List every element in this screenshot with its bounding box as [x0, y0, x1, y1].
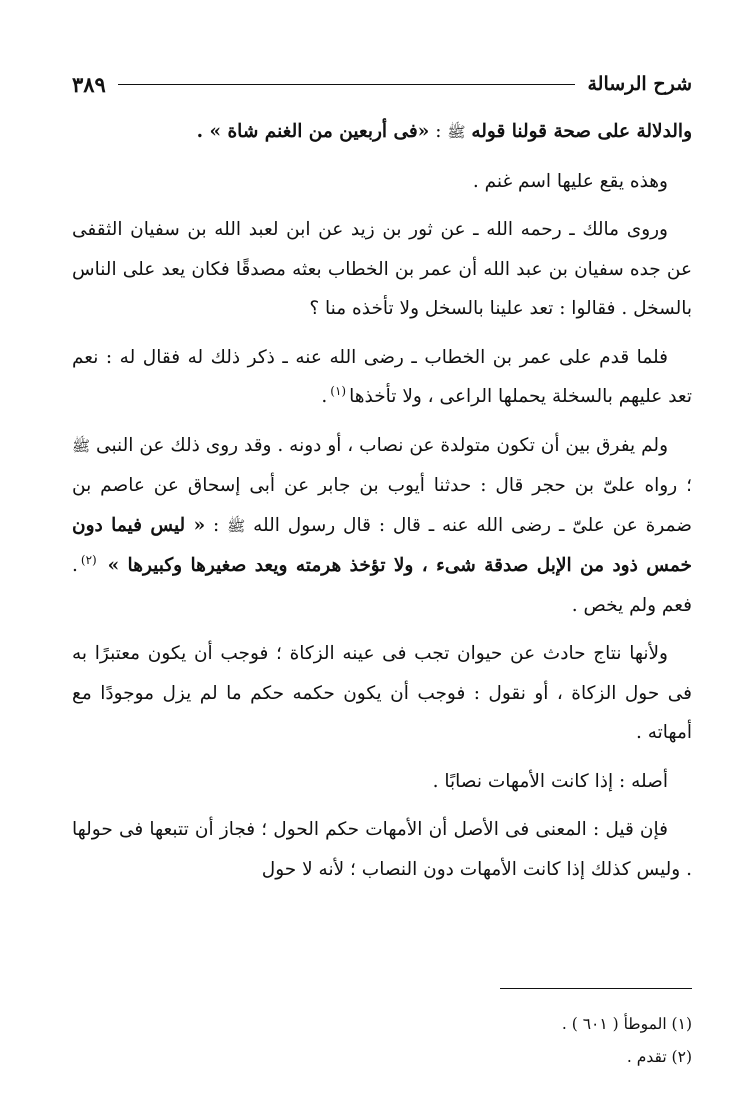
bold-phrase: والدلالة على صحة قولنا قوله [471, 121, 692, 142]
text-run: فلما قدم على عمر بن الخطاب ـ رضى الله عنه ـ ذكر ذلك له فقال له : نعم تعد عليهم بالسخلة يحملها الراعى ، ولا تأخذها [72, 346, 692, 407]
paragraph-2: وهذه يقع عليها اسم غنم . [472, 170, 668, 192]
text-run: ؛ رواه علىّ بن حجر قال : حدثنا أيوب بن جابر عن أبى إسحاق عن عاصم بن ضمرة عن علىّ ـ رضى الله عنه ـ قال : قال رسول الله [72, 475, 692, 536]
paragraph-6: ولأنها نتاج حادث عن حيوان تجب فى عينه الزكاة ؛ فوجب أن يكون معتبرًا به فى حول الزكاة ، أو نقول : فوجب أن يكون حكمه حكم ما لم يزل موجودًا مع أمهاته . [72, 643, 692, 743]
paragraph-7: أصله : إذا كانت الأمهات نصابًا . [432, 770, 668, 792]
paragraph-1 [72, 112, 692, 153]
footnote-rule [500, 988, 692, 989]
header-rule [118, 84, 576, 85]
text-run: : [205, 514, 228, 536]
footnote-1: (١) الموطأ ( ٦٠١ ) . [561, 1015, 692, 1033]
text-run: . فعم ولم يخص . [72, 555, 692, 616]
paragraph-5 [72, 426, 692, 626]
text-run: . [321, 386, 328, 407]
salawat-glyph: ﷺ [447, 123, 466, 141]
hadith-quote: « ليس فيما دون خمس ذود من الإبل صدقة شىء ، ولا تؤخذ هرمته ويعد صغيرها وكبيرها » [72, 514, 692, 576]
salawat-glyph: ﷺ [72, 436, 91, 455]
footnotes [300, 1010, 692, 1076]
paragraph-8: فإن قيل : المعنى فى الأصل أن الأمهات حكم الحول ؛ فجاز أن تتبعها فى حولها . وليس كذلك إذا كانت الأمهات دون النصاب ؛ لأنه لا حول [72, 819, 692, 880]
footnote-ref-2: (٢) [80, 552, 97, 567]
footnote-ref-1: (١) [330, 383, 347, 398]
text-run: ولم يفرق بين أن تكون متولدة عن نصاب ، أو دونه . وقد روى ذلك عن النبى [96, 434, 668, 456]
main-text [72, 112, 692, 898]
paragraph-3: وروى مالك ـ رحمه الله ـ عن ثور بن زيد عن ابن لعبد الله بن سفيان الثقفى عن جده سفيان بن عبد الله أن عمر بن الخطاب بعثه مصدقًا فكان يعد على الناس بالسخل . فقالوا : تعد علينا بالسخل ولا تأخذه منا ؟ [72, 219, 692, 319]
paragraph-4 [72, 338, 692, 417]
running-header [72, 68, 692, 100]
salawat-glyph: ﷺ [227, 516, 246, 535]
text-run: : [429, 121, 448, 142]
hadith-quote: «فى أربعين من الغنم شاة » . [196, 121, 430, 142]
page-number: ٣٨٩ [72, 71, 106, 97]
running-title: شرح الرسالة [587, 73, 692, 95]
footnote-2: (٢) تقدم . [626, 1048, 692, 1066]
